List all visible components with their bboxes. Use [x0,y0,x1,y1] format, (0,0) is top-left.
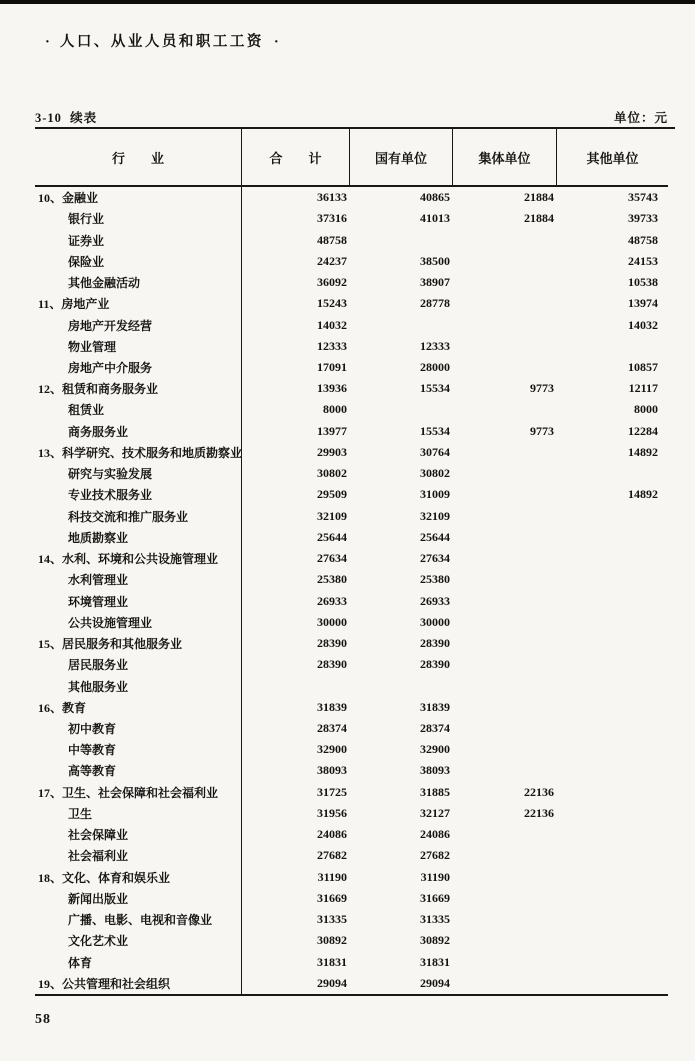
state-owned-value: 41013 [420,211,450,226]
table-row [35,633,668,654]
total-value: 24086 [317,827,347,842]
state-owned-value: 24086 [420,827,450,842]
collective-value: 21884 [524,211,554,226]
state-owned-value: 38500 [420,253,450,268]
table-row [35,803,668,824]
table-row [35,506,668,527]
table-number-caption: 3-10 续表 [35,111,98,125]
table-row [35,697,668,718]
table-row [35,718,668,739]
column-header-total: 合 计 [242,129,350,185]
collective-value: 9773 [530,423,554,438]
page-top-rule [0,0,695,4]
industry-label: 15、居民服务和其他服务业 [35,633,242,654]
table-row [35,867,668,888]
state-owned-value: 38907 [420,275,450,290]
industry-label: 保险业 [35,251,242,272]
total-value: 31725 [317,784,347,799]
total-value: 13977 [317,423,347,438]
total-value: 25644 [317,529,347,544]
table-row [35,675,668,696]
total-value: 36133 [317,190,347,205]
table-row [35,824,668,845]
table-row [35,378,668,399]
state-owned-value: 15534 [420,423,450,438]
table-caption-row [35,104,668,126]
table-row [35,187,668,208]
total-value: 24237 [317,253,347,268]
total-value: 28374 [317,720,347,735]
other-value: 12284 [628,423,658,438]
state-owned-value: 28390 [420,657,450,672]
state-owned-value: 30764 [420,444,450,459]
total-value: 12333 [317,338,347,353]
column-header-industry: 行 业 [35,129,242,185]
other-value: 13974 [628,296,658,311]
total-value: 15243 [317,296,347,311]
industry-label: 房地产中介服务 [35,357,242,378]
table-row [35,739,668,760]
other-value: 12117 [628,381,658,396]
table-row [35,569,668,590]
table-row [35,973,668,994]
column-header-collective: 集体单位 [453,129,557,185]
state-owned-value: 30000 [420,614,450,629]
table-row [35,314,668,335]
table-row [35,421,668,442]
table-row [35,527,668,548]
table-row [35,336,668,357]
state-owned-value: 40865 [420,190,450,205]
table-row [35,251,668,272]
industry-label: 研究与实验发展 [35,463,242,484]
other-value: 8000 [634,402,658,417]
industry-label: 水利管理业 [35,569,242,590]
header-left-dot: · [45,34,50,50]
state-owned-value: 31831 [420,954,450,969]
industry-label: 证券业 [35,229,242,250]
other-value: 14892 [628,444,658,459]
industry-label: 公共设施管理业 [35,612,242,633]
unit-caption: 单位：元 [613,111,668,125]
total-value: 31831 [317,954,347,969]
total-value: 31669 [317,890,347,905]
state-owned-value: 25380 [420,572,450,587]
industry-label: 物业管理 [35,336,242,357]
table-row [35,208,668,229]
total-value: 27682 [317,848,347,863]
industry-label: 银行业 [35,208,242,229]
collective-value: 9773 [530,381,554,396]
collective-value: 21884 [524,190,554,205]
table-row [35,612,668,633]
total-value: 37316 [317,211,347,226]
table-row [35,782,668,803]
state-owned-value: 25644 [420,529,450,544]
state-owned-value: 38093 [420,763,450,778]
industry-label: 中等教育 [35,739,242,760]
industry-label: 初中教育 [35,718,242,739]
table-row [35,399,668,420]
state-owned-value: 31885 [420,784,450,799]
table-row [35,951,668,972]
state-owned-value: 32900 [420,742,450,757]
total-value: 28390 [317,636,347,651]
other-value: 14892 [628,487,658,502]
table-row [35,760,668,781]
table-row [35,463,668,484]
chapter-header [35,30,289,51]
industry-label: 商务服务业 [35,421,242,442]
state-owned-value: 31669 [420,890,450,905]
table-row [35,272,668,293]
industry-label: 广播、电影、电视和音像业 [35,909,242,930]
table-header-row [35,129,668,187]
industry-label: 18、文化、体育和娱乐业 [35,867,242,888]
industry-label: 地质勘察业 [35,527,242,548]
industry-label: 环境管理业 [35,590,242,611]
chapter-title: 人口、从业人员和职工工资 [59,34,264,50]
column-header-other: 其他单位 [586,150,639,166]
total-value: 29509 [317,487,347,502]
state-owned-value: 32109 [420,508,450,523]
state-owned-value: 28000 [420,359,450,374]
industry-label: 19、公共管理和社会组织 [35,973,242,994]
other-value: 10857 [628,359,658,374]
state-owned-value: 28778 [420,296,450,311]
table-row [35,484,668,505]
column-header-state-owned: 国有单位 [350,129,453,185]
state-owned-value: 15534 [420,381,450,396]
industry-label: 科技交流和推广服务业 [35,506,242,527]
total-value: 30892 [317,933,347,948]
table-row [35,442,668,463]
total-value: 29094 [317,975,347,990]
state-owned-value: 12333 [420,338,450,353]
header-right-dot: · [273,34,279,50]
industry-label: 文化艺术业 [35,930,242,951]
total-value: 32109 [317,508,347,523]
total-value: 27634 [317,551,347,566]
table-row [35,654,668,675]
total-value: 36092 [317,275,347,290]
table-row [35,293,668,314]
table-row [35,888,668,909]
table-body [35,187,668,996]
total-value: 31190 [317,869,347,884]
total-value: 28390 [317,657,347,672]
state-owned-value: 31839 [420,699,450,714]
industry-label: 14、水利、环境和公共设施管理业 [35,548,242,569]
state-owned-value: 28374 [420,720,450,735]
state-owned-value: 29094 [420,975,450,990]
industry-label: 社会福利业 [35,845,242,866]
total-value: 14032 [317,317,347,332]
collective-value: 22136 [524,784,554,799]
table-row [35,357,668,378]
table-row [35,909,668,930]
state-owned-value: 31009 [420,487,450,502]
page-number: 58 [35,1012,51,1027]
industry-label: 租赁业 [35,399,242,420]
state-owned-value: 27682 [420,848,450,863]
other-value: 10538 [628,275,658,290]
total-value: 32900 [317,742,347,757]
total-value: 30802 [317,466,347,481]
industry-label: 卫生 [35,803,242,824]
total-value: 38093 [317,763,347,778]
total-value: 25380 [317,572,347,587]
state-owned-value: 30892 [420,933,450,948]
other-value: 24153 [628,253,658,268]
total-value: 17091 [317,359,347,374]
total-value: 31335 [317,912,347,927]
total-value: 8000 [323,402,347,417]
total-value: 31839 [317,699,347,714]
other-value: 39733 [628,211,658,226]
state-owned-value: 26933 [420,593,450,608]
state-owned-value: 31190 [420,869,450,884]
industry-label: 其他服务业 [35,675,242,696]
industry-label: 13、科学研究、技术服务和地质勘察业 [35,442,242,463]
industry-label: 16、教育 [35,697,242,718]
state-owned-value: 28390 [420,636,450,651]
total-value: 30000 [317,614,347,629]
industry-label: 11、房地产业 [35,293,242,314]
total-value: 13936 [317,381,347,396]
industry-label: 房地产开发经营 [35,314,242,335]
table-row [35,930,668,951]
industry-label: 新闻出版业 [35,888,242,909]
total-value: 29903 [317,444,347,459]
industry-label: 体育 [35,951,242,972]
industry-label: 社会保障业 [35,824,242,845]
collective-value: 22136 [524,805,554,820]
state-owned-value: 30802 [420,466,450,481]
industry-label: 12、租赁和商务服务业 [35,378,242,399]
state-owned-value: 27634 [420,551,450,566]
table-row [35,845,668,866]
industry-label: 高等教育 [35,760,242,781]
industry-label: 10、金融业 [35,187,242,208]
total-value: 31956 [317,805,347,820]
industry-label: 居民服务业 [35,654,242,675]
table-row [35,229,668,250]
other-value: 35743 [628,190,658,205]
other-value: 14032 [628,317,658,332]
total-value: 48758 [317,232,347,247]
total-value: 26933 [317,593,347,608]
table-row [35,548,668,569]
industry-label: 17、卫生、社会保障和社会福利业 [35,782,242,803]
state-owned-value: 31335 [420,912,450,927]
other-value: 48758 [628,232,658,247]
table-row [35,590,668,611]
industry-label: 专业技术服务业 [35,484,242,505]
state-owned-value: 32127 [420,805,450,820]
industry-label: 其他金融活动 [35,272,242,293]
